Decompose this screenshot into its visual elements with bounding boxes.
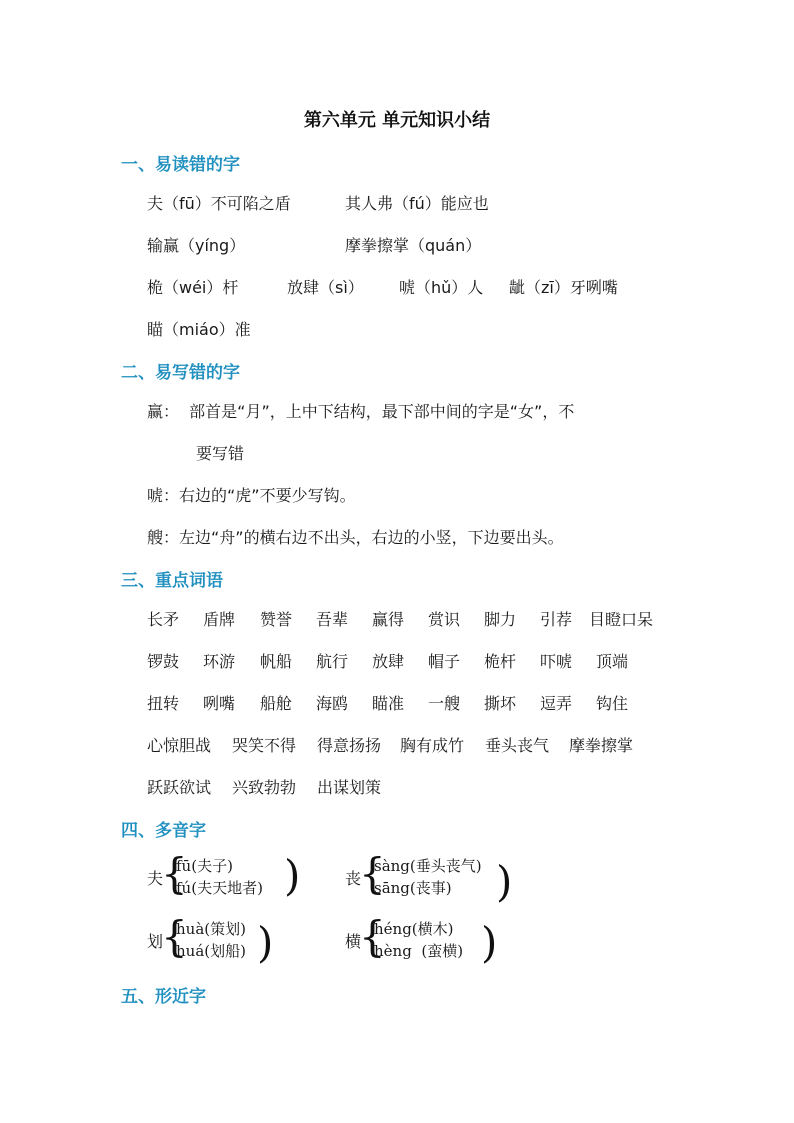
s3-r2-w4: 航行 xyxy=(316,652,349,671)
page-title: 第六单元 单元知识小结 xyxy=(303,110,491,131)
s2-line3: 唬：右边的“虎”不要少写钩。 xyxy=(147,486,356,505)
left-brace-icon: { xyxy=(359,849,386,898)
s3-r3-w8: 逗弄 xyxy=(540,694,573,713)
section-heading-1: 一、易读错的字 xyxy=(121,155,240,175)
poly-reading-3a: huà(策划) xyxy=(176,920,246,938)
s3-r3-w5: 瞄准 xyxy=(372,694,405,713)
s1-row3-item1: 桅（wéi）杆 xyxy=(147,278,239,297)
s3-r4-w4: 胸有成竹 xyxy=(400,736,465,755)
s3-r3-w9: 钩住 xyxy=(596,694,629,713)
s3-r3-w6: 一艘 xyxy=(428,694,461,713)
section-heading-3: 三、重点词语 xyxy=(121,571,223,591)
s3-r3-w3: 船舱 xyxy=(260,694,293,713)
s3-r2-w6: 帽子 xyxy=(428,652,461,671)
s3-r1-w5: 赢得 xyxy=(372,610,405,629)
s3-r1-w3: 赞誉 xyxy=(260,610,293,629)
s3-r5-w3: 出谋划策 xyxy=(317,778,382,797)
s3-r2-w2: 环游 xyxy=(203,652,236,671)
right-paren-icon: ) xyxy=(284,851,301,900)
s3-r2-w1: 锣鼓 xyxy=(147,652,180,671)
right-paren-icon: ) xyxy=(496,857,513,906)
left-brace-icon: { xyxy=(161,849,188,898)
s3-r3-w2: 咧嘴 xyxy=(203,694,236,713)
s3-r2-w5: 放肆 xyxy=(372,652,405,671)
s1-row3-item2: 放肆（sì） xyxy=(287,278,364,297)
s3-r4-w5: 垂头丧气 xyxy=(485,736,550,755)
s3-r1-w2: 盾牌 xyxy=(203,610,236,629)
s3-r1-w4: 吾辈 xyxy=(316,610,349,629)
s3-r2-w8: 吓唬 xyxy=(540,652,573,671)
s1-row2-item1: 输赢（yíng） xyxy=(147,236,246,255)
s1-row1-item2: 其人弗（fú）能应也 xyxy=(345,194,489,213)
poly-reading-4a: héng(横木) xyxy=(374,920,454,938)
s3-r4-w1: 心惊胆战 xyxy=(147,736,212,755)
s3-r1-w9: 目瞪口呆 xyxy=(589,610,654,629)
section-heading-4: 四、多音字 xyxy=(121,821,206,841)
s1-row4-item1: 瞄（miáo）准 xyxy=(147,320,251,339)
poly-reading-1a: fū(夫子) xyxy=(176,857,233,875)
s1-row2-item2: 摩拳擦掌（quán） xyxy=(345,236,482,255)
poly-reading-1b: fú(夫天地者) xyxy=(176,879,263,897)
poly-reading-4b: hèng (蛮横) xyxy=(374,942,464,960)
section-heading-2: 二、易写错的字 xyxy=(121,363,240,383)
s1-row3-item3: 唬（hǔ）人 xyxy=(399,278,484,297)
poly-char-2: 丧 xyxy=(345,869,362,888)
left-brace-icon: { xyxy=(359,912,386,961)
s3-r3-w1: 扭转 xyxy=(147,694,180,713)
poly-reading-3b: huá(划船) xyxy=(176,942,246,960)
s3-r4-w6: 摩拳擦掌 xyxy=(569,736,634,755)
s2-line2: 要写错 xyxy=(196,444,245,463)
s2-line4: 艘：左边“舟”的横右边不出头，右边的小竖，下边要出头。 xyxy=(147,528,564,547)
s3-r1-w7: 脚力 xyxy=(484,610,517,629)
s3-r2-w7: 桅杆 xyxy=(484,652,517,671)
section-heading-5: 五、形近字 xyxy=(121,987,206,1007)
right-paren-icon: ) xyxy=(257,918,274,967)
poly-reading-2a: sàng(垂头丧气) xyxy=(374,857,482,875)
s3-r4-w2: 哭笑不得 xyxy=(232,736,297,755)
s3-r1-w8: 引荐 xyxy=(540,610,573,629)
s3-r5-w1: 跃跃欲试 xyxy=(147,778,212,797)
poly-reading-2b: sāng(丧事) xyxy=(374,879,452,897)
s3-r5-w2: 兴致勃勃 xyxy=(232,778,297,797)
s1-row3-item4: 龇（zī）牙咧嘴 xyxy=(509,278,618,297)
s3-r3-w7: 撕坏 xyxy=(484,694,517,713)
poly-char-1: 夫 xyxy=(147,869,164,888)
left-brace-icon: { xyxy=(161,912,188,961)
s3-r1-w1: 长矛 xyxy=(147,610,180,629)
s3-r3-w4: 海鸥 xyxy=(316,694,349,713)
right-paren-icon: ) xyxy=(481,918,498,967)
poly-char-4: 横 xyxy=(345,932,362,951)
s3-r1-w6: 赏识 xyxy=(428,610,461,629)
s2-line1: 赢： 部首是“月”，上中下结构，最下部中间的字是“女”，不 xyxy=(147,402,575,421)
s3-r2-w9: 顶端 xyxy=(596,652,629,671)
poly-char-3: 划 xyxy=(147,932,164,951)
s3-r4-w3: 得意扬扬 xyxy=(317,736,382,755)
s1-row1-item1: 夫（fū）不可陷之盾 xyxy=(147,194,291,213)
s3-r2-w3: 帆船 xyxy=(260,652,293,671)
